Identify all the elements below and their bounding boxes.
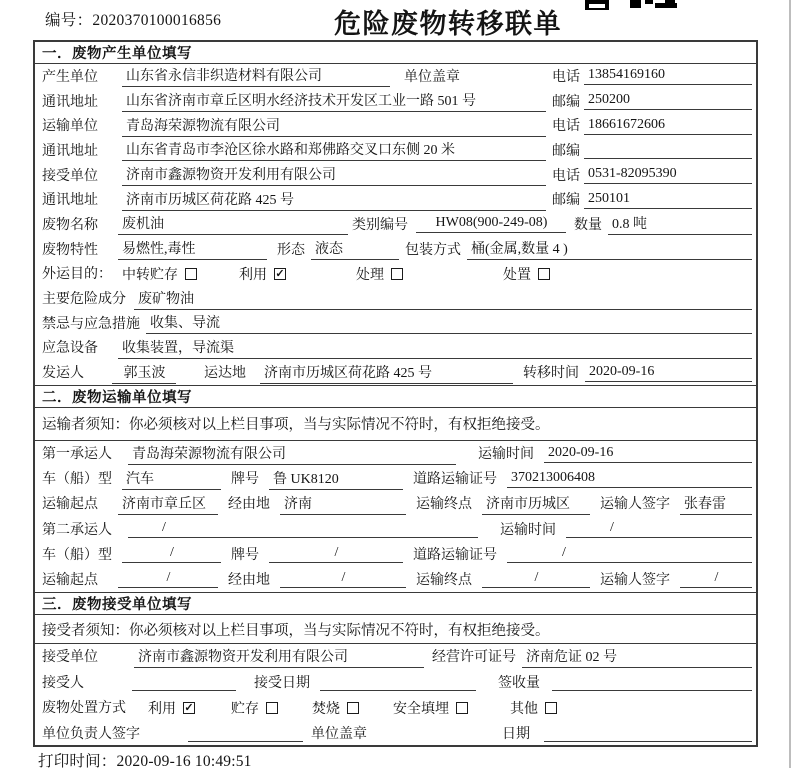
form-row bbox=[35, 212, 756, 237]
field-label: 废物处置方式 bbox=[42, 701, 126, 717]
field-label: 运输起点 bbox=[42, 497, 98, 513]
field-label: 通讯地址 bbox=[42, 193, 98, 209]
field-value: 济南市历城区荷花路 425 号 bbox=[260, 362, 513, 384]
field-label: 运输时间 bbox=[478, 447, 534, 463]
form-row bbox=[35, 542, 756, 567]
field-label: 道路运输证号 bbox=[413, 547, 497, 563]
blank-field-underline bbox=[320, 674, 476, 691]
form-row bbox=[35, 721, 756, 747]
checkbox-unchecked-icon bbox=[185, 268, 197, 280]
field-label: 发运人 bbox=[42, 366, 84, 382]
field-value: HW08(900-249-08) bbox=[416, 215, 566, 233]
field-value: 废矿物油 bbox=[134, 288, 752, 310]
field-label: 应急设备 bbox=[42, 341, 98, 357]
qr-block bbox=[645, 0, 653, 4]
checkbox-group bbox=[503, 264, 550, 284]
field-label: 电话 bbox=[552, 119, 580, 135]
field-label: 主要危险成分 bbox=[42, 292, 126, 308]
field-label: 电话 bbox=[552, 69, 580, 85]
checkbox-unchecked-icon bbox=[545, 702, 557, 714]
field-label: 类别编号 bbox=[352, 217, 408, 233]
field-value: 济南市历城区 bbox=[482, 493, 590, 515]
checkbox-label: 中转贮存 bbox=[122, 267, 178, 283]
blank-field-underline bbox=[188, 725, 303, 742]
page-edge-line bbox=[789, 0, 791, 768]
page-header bbox=[0, 0, 796, 40]
field-label: 产生单位 bbox=[42, 69, 98, 85]
checkbox-group bbox=[239, 264, 286, 284]
checkbox-group bbox=[231, 698, 278, 718]
field-label: 接受单位 bbox=[42, 168, 98, 184]
checkbox-group bbox=[312, 698, 359, 718]
form-row bbox=[35, 466, 756, 491]
checkbox-unchecked-icon bbox=[266, 702, 278, 714]
form-row bbox=[35, 567, 756, 592]
checkbox-label: 安全填埋 bbox=[393, 701, 449, 717]
form-row bbox=[35, 237, 756, 262]
transfer-form-table bbox=[33, 40, 758, 747]
field-label: 数量 bbox=[574, 217, 602, 233]
form-row bbox=[35, 360, 756, 385]
field-value: 收集、导流 bbox=[146, 312, 752, 334]
field-label: 经营许可证号 bbox=[432, 650, 516, 666]
checkbox-group bbox=[393, 698, 468, 718]
field-label: 接受日期 bbox=[254, 675, 310, 691]
field-label: 牌号 bbox=[231, 547, 259, 563]
field-value: / bbox=[507, 545, 752, 563]
checkbox-unchecked-icon bbox=[538, 268, 550, 280]
form-row bbox=[35, 286, 756, 311]
checkbox-group bbox=[122, 264, 197, 284]
qr-block bbox=[630, 0, 641, 8]
field-value: 济南 bbox=[280, 493, 406, 515]
field-label: 车（船）型 bbox=[42, 472, 112, 488]
field-label: 电话 bbox=[552, 168, 580, 184]
blank-field-underline bbox=[552, 674, 752, 691]
form-row bbox=[35, 644, 756, 670]
form-row bbox=[35, 441, 756, 466]
field-label: 运输人签字 bbox=[600, 497, 670, 513]
field-value: 桶(金属,数量 4 ) bbox=[467, 238, 752, 260]
form-row bbox=[35, 491, 756, 516]
serial-value: 2020370100016856 bbox=[92, 12, 222, 29]
field-label: 日期 bbox=[502, 726, 530, 742]
field-label: 废物特性 bbox=[42, 242, 98, 258]
field-value: 济南市鑫源物资开发利用有限公司 bbox=[122, 164, 546, 186]
checkbox-label: 其他 bbox=[510, 701, 538, 717]
field-label: 单位盖章 bbox=[404, 69, 460, 85]
field-value: / bbox=[566, 520, 752, 538]
qr-code-fragment-icon bbox=[585, 0, 695, 10]
field-value: 山东省青岛市李沧区徐水路和郑佛路交叉口东侧 20 米 bbox=[122, 139, 546, 161]
qr-block bbox=[665, 0, 675, 8]
form-row bbox=[35, 670, 756, 696]
field-label: 车（船）型 bbox=[42, 547, 112, 563]
field-value: 250101 bbox=[584, 191, 752, 209]
field-label: 包装方式 bbox=[405, 242, 461, 258]
form-row bbox=[35, 262, 756, 287]
checkbox-group bbox=[148, 698, 195, 718]
field-value: 液态 bbox=[311, 238, 399, 260]
field-label: 签收量 bbox=[498, 675, 540, 691]
field-value: 370213006408 bbox=[507, 470, 752, 488]
checkbox-label: 利用 bbox=[239, 267, 267, 283]
document-serial-number bbox=[45, 8, 221, 30]
checkbox-checked-icon: ✓ bbox=[184, 701, 194, 714]
print-label: 打印时间： bbox=[38, 753, 117, 770]
section-title-transporter: 二．废物运输单位填写 bbox=[35, 385, 756, 408]
field-value: 青岛海荣源物流有限公司 bbox=[128, 443, 456, 465]
field-label: 运输起点 bbox=[42, 572, 98, 588]
section-title-producer: 一．废物产生单位填写 bbox=[35, 42, 756, 64]
checkbox-group bbox=[510, 698, 557, 718]
field-value: 18661672606 bbox=[584, 117, 752, 135]
transporter-notice-text: 运输者须知：你必须核对以上栏目事项，当与实际情况不符时，有权拒绝接受。 bbox=[35, 408, 756, 441]
field-label: 第二承运人 bbox=[42, 522, 112, 538]
field-label: 通讯地址 bbox=[42, 94, 98, 110]
form-row bbox=[35, 187, 756, 212]
print-value: 2020-09-16 10:49:51 bbox=[116, 753, 252, 770]
blank-field-underline bbox=[544, 725, 752, 742]
field-label: 通讯地址 bbox=[42, 143, 98, 159]
field-label: 运输时间 bbox=[500, 522, 556, 538]
field-label: 外运目的： bbox=[42, 267, 112, 283]
checkbox-checked-icon: ✓ bbox=[275, 267, 285, 280]
checkbox-label: 贮存 bbox=[231, 701, 259, 717]
field-label: 牌号 bbox=[231, 472, 259, 488]
field-label: 运输终点 bbox=[416, 572, 472, 588]
field-value: / bbox=[122, 545, 221, 563]
form-row bbox=[35, 89, 756, 114]
checkbox-unchecked-icon bbox=[391, 268, 403, 280]
field-label: 第一承运人 bbox=[42, 447, 112, 463]
field-value: 济南市鑫源物资开发利用有限公司 bbox=[134, 646, 424, 668]
checkbox-group bbox=[356, 264, 403, 284]
field-value: 张春雷 bbox=[680, 493, 752, 515]
field-value: / bbox=[482, 570, 590, 588]
field-value: 济南市章丘区 bbox=[118, 493, 218, 515]
field-value: / bbox=[118, 570, 218, 588]
field-value: 汽车 bbox=[122, 468, 221, 490]
serial-label: 编号： bbox=[45, 12, 93, 29]
field-label: 单位盖章 bbox=[311, 726, 367, 742]
document-title: 危险废物转移联单 bbox=[334, 9, 562, 39]
field-value: 2020-09-16 bbox=[544, 445, 752, 463]
form-row bbox=[35, 64, 756, 89]
field-value: 济南市历城区荷花路 425 号 bbox=[122, 189, 546, 211]
qr-block bbox=[585, 0, 609, 10]
field-label: 运输人签字 bbox=[600, 572, 670, 588]
field-value: 收集装置，导流渠 bbox=[118, 337, 752, 359]
field-label: 邮编 bbox=[552, 94, 580, 110]
checkbox-label: 利用 bbox=[148, 701, 176, 717]
field-value: 0531-82095390 bbox=[584, 166, 752, 184]
field-label: 禁忌与应急措施 bbox=[42, 316, 140, 332]
form-row bbox=[35, 517, 756, 542]
field-label: 废物名称 bbox=[42, 217, 98, 233]
blank-field-underline bbox=[584, 142, 752, 159]
field-label: 转移时间 bbox=[523, 366, 579, 382]
form-row bbox=[35, 163, 756, 188]
checkbox-unchecked-icon bbox=[347, 702, 359, 714]
checkbox-label: 焚烧 bbox=[312, 701, 340, 717]
field-label: 接受单位 bbox=[42, 650, 98, 666]
field-value: 山东省济南市章丘区明水经济技术开发区工业一路 501 号 bbox=[122, 90, 546, 112]
field-value: / bbox=[128, 520, 478, 538]
field-value: 山东省永信非织造材料有限公司 bbox=[122, 65, 390, 87]
field-value: 济南危证 02 号 bbox=[522, 646, 752, 668]
field-label: 经由地 bbox=[228, 497, 270, 513]
field-label: 运输单位 bbox=[42, 119, 98, 135]
field-value: 废机油 bbox=[118, 213, 348, 235]
checkbox-label: 处理 bbox=[356, 267, 384, 283]
field-label: 形态 bbox=[277, 242, 305, 258]
field-label: 经由地 bbox=[228, 572, 270, 588]
form-row bbox=[35, 336, 756, 361]
field-label: 道路运输证号 bbox=[413, 472, 497, 488]
field-label: 邮编 bbox=[552, 143, 580, 159]
field-value: 鲁 UK8120 bbox=[269, 468, 403, 490]
field-value: / bbox=[280, 570, 406, 588]
field-value: 青岛海荣源物流有限公司 bbox=[122, 115, 546, 137]
field-label: 邮编 bbox=[552, 193, 580, 209]
form-row bbox=[35, 113, 756, 138]
field-value: 250200 bbox=[584, 92, 752, 110]
field-value: 易燃性,毒性 bbox=[118, 238, 267, 260]
field-value: 0.8 吨 bbox=[608, 213, 752, 235]
field-label: 运达地 bbox=[204, 366, 246, 382]
form-row bbox=[35, 695, 756, 721]
field-value: 13854169160 bbox=[584, 67, 752, 85]
receiver-notice-text: 接受者须知：你必须核对以上栏目事项，当与实际情况不符时，有权拒绝接受。 bbox=[35, 615, 756, 644]
field-value: 郭玉波 bbox=[112, 362, 176, 384]
form-row bbox=[35, 138, 756, 163]
field-label: 接受人 bbox=[42, 675, 84, 691]
field-value: / bbox=[680, 570, 752, 588]
section-title-receiver: 三．废物接受单位填写 bbox=[35, 592, 756, 615]
form-row bbox=[35, 311, 756, 336]
field-label: 单位负责人签字 bbox=[42, 726, 140, 742]
blank-field-underline bbox=[132, 674, 236, 691]
field-value: / bbox=[269, 545, 403, 563]
field-value: 2020-09-16 bbox=[585, 364, 752, 382]
checkbox-unchecked-icon bbox=[456, 702, 468, 714]
checkbox-label: 处置 bbox=[503, 267, 531, 283]
field-label: 运输终点 bbox=[416, 497, 472, 513]
